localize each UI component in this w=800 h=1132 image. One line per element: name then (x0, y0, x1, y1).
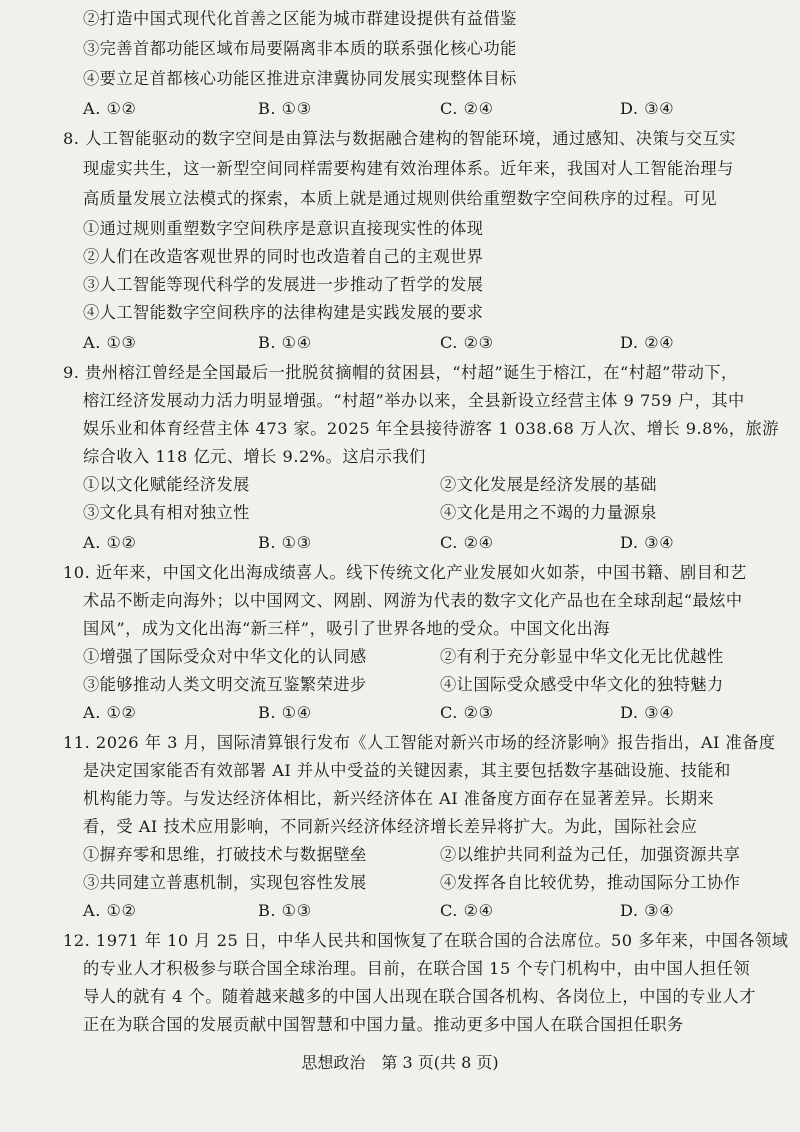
option-a[interactable]: A. ①② (83, 99, 137, 118)
option-d[interactable]: D. ③④ (620, 533, 675, 552)
option-a[interactable]: A. ①③ (83, 333, 137, 352)
option-b[interactable]: B. ①③ (258, 533, 312, 552)
option-d[interactable]: D. ②④ (620, 333, 675, 352)
page-footer: 思想政治 第 3 页(共 8 页) (301, 1053, 499, 1072)
option-c[interactable]: C. ②④ (440, 99, 494, 118)
option-d[interactable]: D. ③④ (620, 703, 675, 722)
option-b[interactable]: B. ①④ (258, 333, 312, 352)
option-a[interactable]: A. ①② (83, 901, 137, 920)
option-a[interactable]: A. ①② (83, 533, 137, 552)
option-c[interactable]: C. ②④ (440, 533, 494, 552)
option-b[interactable]: B. ①④ (258, 703, 312, 722)
option-b[interactable]: B. ①③ (258, 901, 312, 920)
option-c[interactable]: C. ②③ (440, 703, 494, 722)
option-a[interactable]: A. ①② (83, 703, 137, 722)
option-c[interactable]: C. ②④ (440, 901, 494, 920)
exam-page: ②打造中国式现代化首善之区能为城市群建设提供有益借鉴 ③完善首都功能区域布局要隔离非本质的联系强化核心功能 ④要立足首都核心功能区推进京津冀协同发展实现整体目标 A. ①② B. ①③ C. ②④ D. ③④ 8. 人工智能驱动的数字空间是由算法与数据融合建构的智能环境，通过感知、决策与交互实 现虚实共生，这一新型空间同样需要构建有效治理体系。近年来，我国对人工智能治理与 高质量发展立法模式的探索，本质上就是通过规则供给重塑数字空间秩序的过程。可见 ①通过规则重塑数字空间秩序是意识直接现实性的体现 ②人们在改造客观世界的同时也改造着自己的主观世界 ③人工智能等现代科学的发展进一步推动了哲学的发展 ④人工智能数字空间秩序的法律构建是实践发展的要求 A. ①③ B. ①④ C. ②③ D. ②④ 9. 贵州榕江曾经是全国最后一批脱贫摘帽的贫困县，“村超”诞生于榕江，在“村超”带动下， 榕江经济发展动力活力明显增强。“村超”举办以来，全县新设立经营主体 9 759 户，其中 娱乐业和体育经营主体 473 家。2025 年全县接待游客 1 038.68 万人次、增长 9.8%，旅游 综合收入 118 亿元、增长 9.2%。这启示我们 ①以文化赋能经济发展 ②文化发展是经济发展的基础 ③文化具有相对独立性 ④文化是用之不竭的力量源泉 A. ①② B. ①③ C. ②④ D. ③④ 10. 近年来，中国文化出海成绩喜人。线下传统文化产业发展如火如荼，中国书籍、剧目和艺 术品不断走向海外；以中国网文、网剧、网游为代表的数字文化产品也在全球刮起“最炫中 国风”，成为文化出海“新三样”，吸引了世界各地的受众。中国文化出海 ①增强了国际受众对中华文化的认同感 ②有利于充分彰显中华文化无比优越性 ③能够推动人类文明交流互鉴繁荣进步 ④让国际受众感受中华文化的独特魅力 A. ①② B. ①④ C. ②③ D. ③④ 11. 2026 年 3 月，国际清算银行发布《人工智能对新兴市场的经济影响》报告指出，AI 准备度 是决定国家能否有效部署 AI 并从中受益的关键因素，其主要包括数字基础设施、技能和 机构能力等。与发达经济体相比，新兴经济体在 AI 准备度方面存在显著差异。长期来 看，受 AI 技术应用影响，不同新兴经济体经济增长差异将扩大。为此，国际社会应 ①摒弃零和思维，打破技术与数据壁垒 ②以维护共同利益为己任，加强资源共享 ③共同建立普惠机制，实现包容性发展 ④发挥各自比较优势，推动国际分工协作 A. ①② B. ①③ C. ②④ D. ③④ 12. 1971 年 10 月 25 日，中华人民共和国恢复了在联合国的合法席位。50 多年来，中国各领域 的专业人才积极参与联合国全球治理。目前，在联合国 15 个专门机构中，由中国人担任领 导人的就有 4 个。随着越来越多的中国人出现在联合国各机构、各岗位上，中国的专业人才 正在为联合国的发展贡献中国智慧和中国力量。推动更多中国人在联合国担任职务 思想政治 第 3 页(共 8 页) (0, 0, 800, 1132)
option-d[interactable]: D. ③④ (620, 901, 675, 920)
option-b[interactable]: B. ①③ (258, 99, 312, 118)
option-d[interactable]: D. ③④ (620, 99, 675, 118)
option-c[interactable]: C. ②③ (440, 333, 494, 352)
